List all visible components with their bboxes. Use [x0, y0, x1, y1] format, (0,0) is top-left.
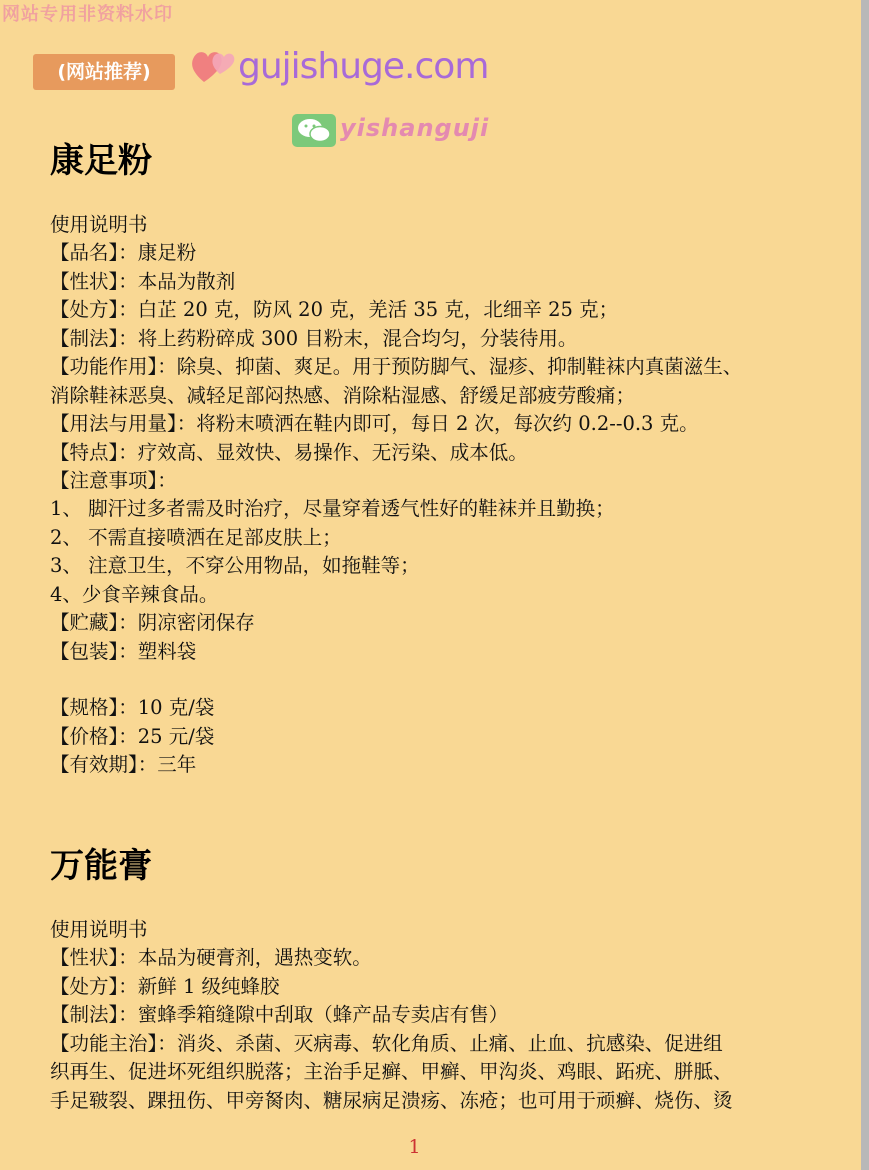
hearts-icon: [190, 44, 236, 86]
text-line: 【特点】：疗效高、显效快、易操作、无污染、成本低。: [50, 440, 528, 464]
text-line: 【性状】：本品为散剂: [50, 269, 236, 293]
text-line: 【用法与用量】：将粉末喷洒在鞋内即可，每日 2 次，每次约 0.2--0.3 克。: [50, 412, 699, 436]
watermark-text: 网站专用非资料水印: [2, 4, 173, 25]
text-line: 【有效期】：三年: [50, 753, 197, 777]
section-title: 康足粉: [50, 141, 152, 181]
text-line: 【注意事项】：: [50, 468, 177, 492]
text-line: 【制法】：将上药粉碎成 300 目粉末，混合均匀，分装待用。: [50, 326, 578, 350]
text-line: [50, 666, 820, 694]
section-body: [50, 916, 820, 1115]
text-line: 消除鞋袜恶臭、减轻足部闷热感、消除粘湿感、舒缓足部疲劳酸痛；: [50, 383, 636, 407]
text-line: 【处方】：新鲜 1 级纯蜂胶: [50, 974, 280, 998]
wechat-id: yishanguji: [340, 114, 490, 142]
text-line: 手足皲裂、踝扭伤、甲旁胬肉、糖尿病足溃疡、冻疮；也可用于顽癣、烧伤、烫: [50, 1088, 733, 1112]
page-edge: [861, 0, 869, 1170]
text-line: 【价格】：25 元/袋: [50, 724, 215, 748]
text-line: 3、 注意卫生，不穿公用物品，如拖鞋等；: [50, 554, 420, 578]
site-url-logo: gujishuge.com: [238, 46, 489, 87]
text-line: 【规格】：10 克/袋: [50, 696, 215, 720]
section-body: [50, 211, 820, 780]
text-line: 【包装】：塑料袋: [50, 639, 197, 663]
page-number: 1: [408, 1136, 421, 1158]
text-line: 使用说明书: [50, 213, 148, 236]
text-line: 使用说明书: [50, 918, 148, 941]
text-line: 【功能主治】：消炎、杀菌、灭病毒、软化角质、止痛、止血、抗感染、促进组: [50, 1031, 723, 1055]
text-line: 【贮藏】：阴凉密闭保存: [50, 611, 255, 635]
text-line: 织再生、促进坏死组织脱落；主治手足癣、甲癣、甲沟炎、鸡眼、跖疣、胼胝、: [50, 1060, 733, 1084]
text-line: 【性状】：本品为硬膏剂，遇热变软。: [50, 946, 372, 970]
text-line: 2、 不需直接喷洒在足部皮肤上；: [50, 525, 342, 549]
recommend-badge: (网站推荐): [33, 54, 175, 90]
wechat-icon: [292, 114, 336, 147]
text-line: 1、 脚汗过多者需及时治疗，尽量穿着透气性好的鞋袜并且勤换；: [50, 497, 615, 521]
section-title: 万能膏: [50, 846, 152, 886]
text-line: 4、少食辛辣食品。: [50, 582, 219, 606]
text-line: 【处方】：白芷 20 克，防风 20 克，羌活 35 克，北细辛 25 克；: [50, 298, 619, 322]
text-line: 【功能作用】：除臭、抑菌、爽足。用于预防脚气、湿疹、抑制鞋袜内真菌滋生、: [50, 355, 743, 379]
text-line: 【品名】：康足粉: [50, 241, 197, 265]
text-line: 【制法】：蜜蜂季箱缝隙中刮取（蜂产品专卖店有售）: [50, 1003, 509, 1027]
